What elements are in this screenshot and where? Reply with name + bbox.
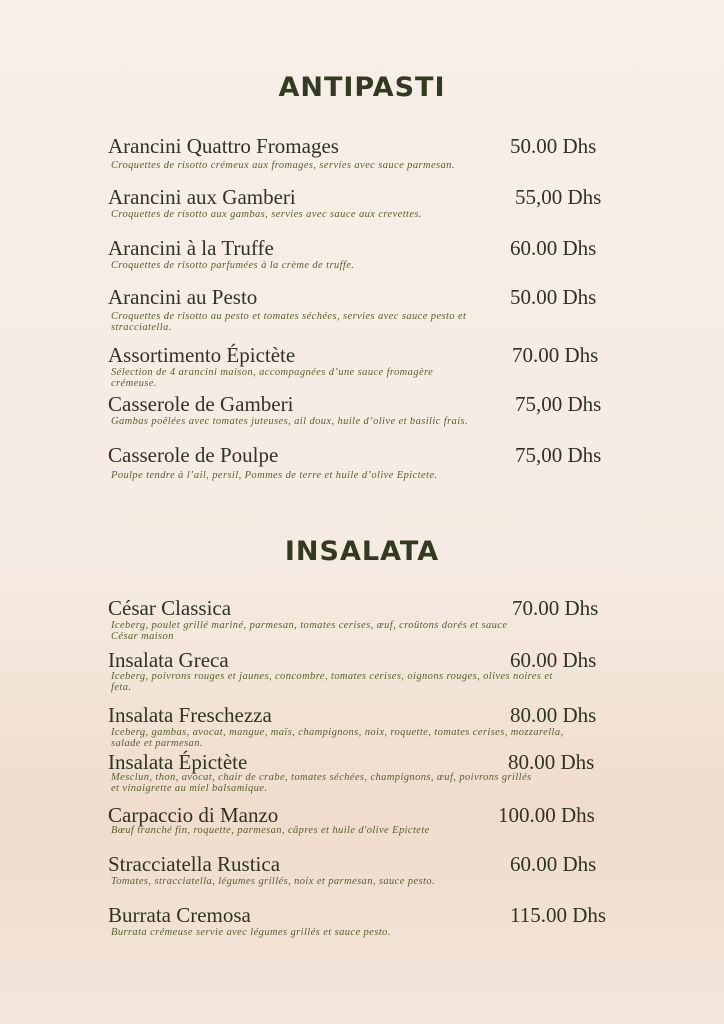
item-name: Arancini aux Gamberi <box>108 185 296 209</box>
item-description: Iceberg, poulet grillé mariné, parmesan, tomates cerises, œuf, croûtons dorés et sauce César maison <box>111 620 508 642</box>
item-name: Arancini Quattro Fromages <box>108 134 339 158</box>
item-price: 70.00 Dhs <box>512 343 599 367</box>
item-price: 60.00 Dhs <box>510 852 597 876</box>
item-name: Assortimento Épictète <box>108 343 296 367</box>
item-description: Croquettes de risotto crémeux aux fromages, servies avec sauce parmesan. <box>111 160 455 171</box>
item-description: Croquettes de risotto parfumées à la crème de truffe. <box>111 260 355 271</box>
item-description: Poulpe tendre à l’ail, persil, Pommes de terre et huile d’olive Epictete. <box>111 470 438 481</box>
item-name: Arancini au Pesto <box>108 285 258 309</box>
item-name: Insalata Épictète <box>108 750 248 774</box>
section-title-insalata: INSALATA <box>284 536 440 567</box>
item-price: 55,00 Dhs <box>515 185 602 209</box>
item-name: César Classica <box>108 596 232 620</box>
item-description: Iceberg, gambas, avocat, mangue, maïs, champignons, noix, roquette, tomates cerises, mozzarella, salade et parmesan. <box>111 727 564 749</box>
item-name: Burrata Cremosa <box>108 903 251 927</box>
item-description: Mesclun, thon, avocat, chair de crabe, tomates séchées, champignons, œuf, poivrons grillés et vinaigrette au miel balsamique. <box>111 772 532 794</box>
item-price: 80.00 Dhs <box>510 703 597 727</box>
item-description: Iceberg, poivrons rouges et jaunes, concombre, tomates cerises, oignons rouges, olives noires et feta. <box>111 671 553 693</box>
item-price: 60.00 Dhs <box>510 236 597 260</box>
item-description: Bœuf tranché fin, roquette, parmesan, câpres et huile d'olive Epictete <box>111 825 430 836</box>
section-title-antipasti: ANTIPASTI <box>278 72 446 103</box>
item-description: Tomates, stracciatella, légumes grillés, noix et parmesan, sauce pesto. <box>111 876 436 887</box>
item-price: 75,00 Dhs <box>515 443 602 467</box>
item-description: Burrata crémeuse servie avec légumes grillés et sauce pesto. <box>111 927 391 938</box>
item-price: 70.00 Dhs <box>512 596 599 620</box>
item-price: 115.00 Dhs <box>510 903 607 927</box>
item-description: Croquettes de risotto au pesto et tomates séchées, servies avec sauce pesto et stracciatella. <box>111 311 467 333</box>
item-description: Sélection de 4 arancini maison, accompagnées d’une sauce fromagère crémeuse. <box>111 367 434 389</box>
item-name: Insalata Freschezza <box>108 703 272 727</box>
item-price: 60.00 Dhs <box>510 648 597 672</box>
item-name: Carpaccio di Manzo <box>108 803 279 827</box>
item-name: Casserole de Poulpe <box>108 443 279 467</box>
item-price: 50.00 Dhs <box>510 285 597 309</box>
item-price: 80.00 Dhs <box>508 750 595 774</box>
item-price: 50.00 Dhs <box>510 134 597 158</box>
item-name: Stracciatella Rustica <box>108 852 281 876</box>
item-price: 75,00 Dhs <box>515 392 602 416</box>
item-name: Insalata Greca <box>108 648 229 672</box>
item-name: Arancini à la Truffe <box>108 236 274 260</box>
item-description: Croquettes de risotto aux gambas, servies avec sauce aux crevettes. <box>111 209 422 220</box>
item-description: Gambas poêlées avec tomates juteuses, ail doux, huile d’olive et basilic frais. <box>111 416 469 427</box>
item-price: 100.00 Dhs <box>498 803 595 827</box>
item-name: Casserole de Gamberi <box>108 392 294 416</box>
